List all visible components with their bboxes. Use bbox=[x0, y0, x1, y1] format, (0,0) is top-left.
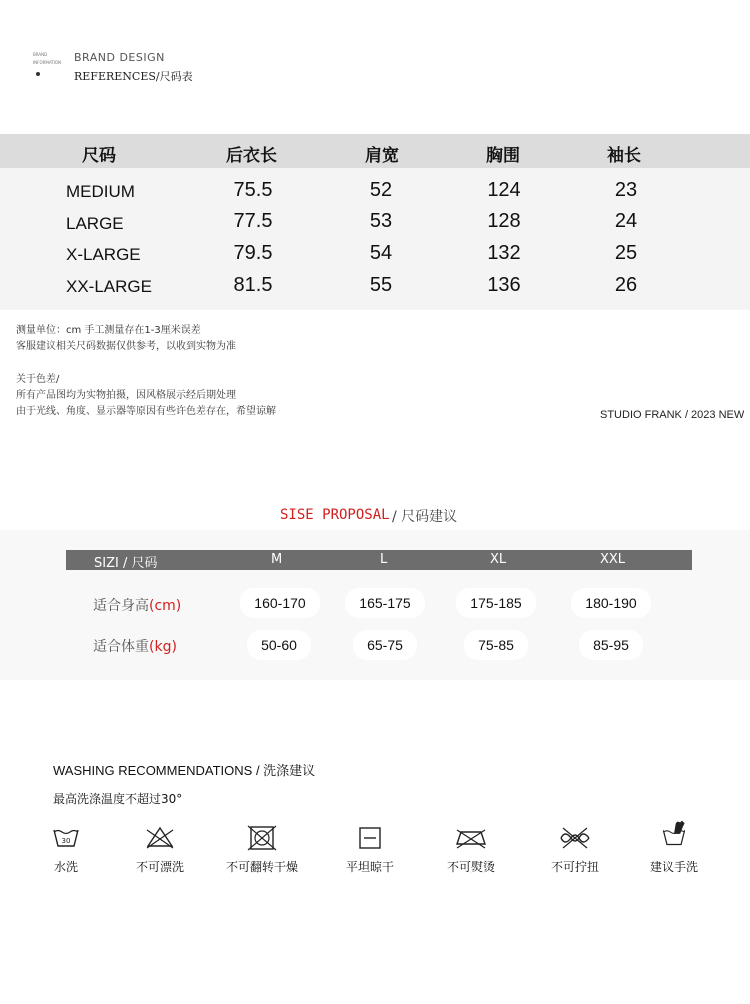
wash-label: 水洗 bbox=[53, 860, 78, 874]
table-cell-shoulder: 52 bbox=[369, 179, 393, 201]
flat-dry-icon bbox=[350, 822, 390, 852]
weight-value: 65-75 bbox=[353, 630, 417, 660]
studio-label: STUDIO FRANK / 2023 NEW bbox=[600, 409, 745, 421]
table-row-size: XX-LARGE bbox=[66, 277, 152, 296]
proposal-header-bar bbox=[66, 550, 692, 570]
height-value: 160-170 bbox=[240, 588, 320, 618]
table-row-size: X-LARGE bbox=[66, 245, 141, 264]
no-iron-icon bbox=[451, 822, 491, 852]
weight-row-label bbox=[93, 636, 177, 656]
height-value: 165-175 bbox=[345, 588, 425, 618]
washing-title: WASHING RECOMMENDATIONS / 洗涤建议 bbox=[53, 763, 316, 778]
svg-text:30: 30 bbox=[61, 837, 71, 845]
table-cell-chest: 124 bbox=[487, 179, 521, 201]
proposal-size-l: L bbox=[380, 552, 388, 567]
table-cell-sleeve: 23 bbox=[614, 179, 638, 201]
note-measurement: 测量单位：cm 手工测量存在1-3厘米误差 bbox=[16, 325, 201, 336]
table-cell-shoulder: 54 bbox=[369, 242, 393, 264]
height-value: 175-185 bbox=[456, 588, 536, 618]
no-wring-icon bbox=[555, 822, 595, 852]
height-row-label bbox=[93, 595, 181, 615]
proposal-title-en: SISE PROPOSAL bbox=[280, 507, 390, 523]
height-unit: (cm) bbox=[149, 598, 182, 614]
col-header-size: 尺码 bbox=[82, 146, 116, 166]
wash-label: 平坦晾干 bbox=[345, 860, 394, 874]
table-cell-sleeve: 26 bbox=[614, 274, 638, 296]
table-cell-shoulder: 53 bbox=[369, 210, 393, 232]
wash-label: 不可熨烫 bbox=[446, 860, 495, 874]
note-photos: 所有产品图均为实物拍摄，因风格展示经后期处理 bbox=[16, 390, 236, 401]
table-cell-chest: 136 bbox=[487, 274, 521, 296]
col-header-sleeve: 袖长 bbox=[607, 146, 641, 166]
note-reference: 客服建议相关尺码数据仅供参考，以收到实物为准 bbox=[16, 341, 236, 352]
washing-subtitle: 最高洗涤温度不超过30° bbox=[53, 792, 183, 806]
references-label: REFERENCES/尺码表 bbox=[74, 70, 193, 83]
brand-tiny-label-2: INFORMATION bbox=[33, 60, 62, 65]
proposal-size-xxl: XXL bbox=[600, 552, 626, 567]
weight-value: 75-85 bbox=[464, 630, 528, 660]
hand-wash-icon bbox=[654, 818, 694, 848]
brand-design-label: BRAND DESIGN bbox=[74, 51, 165, 64]
height-label: 适合身高 bbox=[93, 598, 149, 614]
weight-unit: (kg) bbox=[149, 639, 177, 655]
table-cell-shoulder: 55 bbox=[369, 274, 393, 296]
proposal-title-cn: / 尺码建议 bbox=[392, 509, 458, 525]
table-row-size: LARGE bbox=[66, 214, 124, 233]
note-color-difference: 由于光线、角度、显示器等原因有些许色差存在，希望谅解 bbox=[16, 406, 276, 417]
proposal-header-label: SIZI / 尺码 bbox=[94, 556, 158, 571]
table-cell-length: 79.5 bbox=[233, 242, 273, 264]
table-cell-sleeve: 25 bbox=[614, 242, 638, 264]
col-header-length: 后衣长 bbox=[226, 146, 277, 166]
wash-label: 不可翻转干燥 bbox=[225, 860, 298, 874]
col-header-shoulder: 肩宽 bbox=[365, 146, 399, 166]
col-header-chest: 胸围 bbox=[486, 146, 520, 166]
weight-value: 85-95 bbox=[579, 630, 643, 660]
wash-label: 不可漂洗 bbox=[135, 860, 184, 874]
table-cell-length: 75.5 bbox=[233, 179, 273, 201]
brand-tiny-label-1: BRAND bbox=[33, 52, 48, 57]
wash-label: 不可拧扭 bbox=[550, 860, 599, 874]
no-bleach-icon bbox=[140, 822, 180, 852]
table-cell-chest: 132 bbox=[487, 242, 521, 264]
table-cell-chest: 128 bbox=[487, 210, 521, 232]
bullet-dot bbox=[36, 72, 40, 76]
table-cell-length: 81.5 bbox=[233, 274, 273, 296]
wash-tub-icon bbox=[46, 822, 86, 852]
proposal-size-xl: XL bbox=[490, 552, 507, 567]
weight-value: 50-60 bbox=[247, 630, 311, 660]
note-color-title: 关于色差/ bbox=[16, 374, 60, 385]
table-cell-length: 77.5 bbox=[233, 210, 273, 232]
wash-label: 建议手洗 bbox=[649, 860, 698, 874]
height-value: 180-190 bbox=[571, 588, 651, 618]
table-cell-sleeve: 24 bbox=[614, 210, 638, 232]
weight-label: 适合体重 bbox=[93, 639, 149, 655]
table-row-size: MEDIUM bbox=[66, 182, 135, 201]
proposal-size-m: M bbox=[271, 552, 283, 567]
no-tumble-dry-icon bbox=[242, 822, 282, 852]
